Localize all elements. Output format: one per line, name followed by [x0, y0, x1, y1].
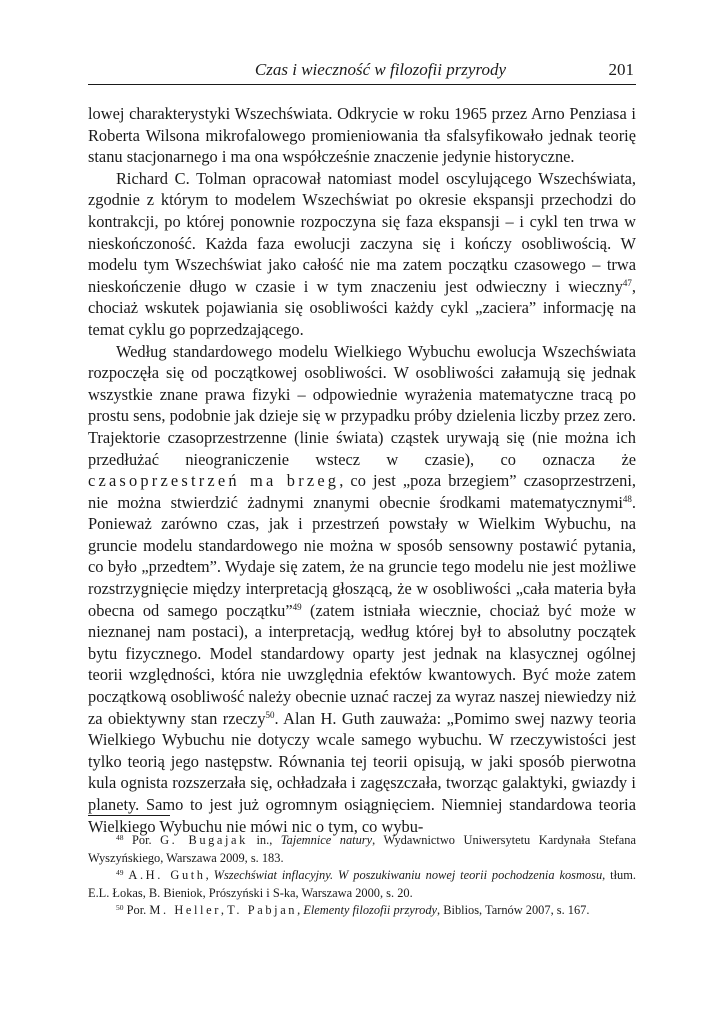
footnote-number: 49: [116, 868, 124, 878]
footnote-publication: , Biblios, Tarnów 2007, s. 167.: [437, 903, 590, 918]
paragraph-2: [88, 168, 636, 341]
main-text: [88, 103, 636, 837]
footnote-connector: in.,: [247, 833, 281, 847]
paragraph-2-text: Richard C. Tolman opracował natomiast model oscylującego Wszechświata, zgodnie z którym to modelem Wszechświat po okresie ekspansji przechodzi do kontrakcji, po której ponownie rozpoczyna się faza ekspansji – i cykl ten trwa w nieskończoność. Każda faza ewolucji zaczyna się i kończy osobliwością. W modelu tym Wszechświat jako całość nie ma zatem początku czasowego – trwa nieskończenie długo w czasie i w tym znaczeniu jest odwieczny i wieczny: [88, 168, 636, 296]
running-header: [88, 58, 636, 85]
footnote-48: [88, 832, 636, 867]
paragraph-1: [88, 103, 636, 168]
paragraph-3-part-a: Według standardowego modelu Wielkiego Wybuchu ewolucja Wszechświata rozpoczęła się od początkowej osobliwości. W osobliwości załamują się jednak wszystkie znane prawa fizyki – odpowiednie wyrażenia matematyczne tracą po prostu sens, podobnie jak dzieje się w przypadku próby dzielenia liczby przez zero. Trajektorie czasoprzestrzenne (linie świata) cząstek urywają się (nie można ich przedłużać nieograniczenie wstecz w czasie), co oznacza że: [88, 341, 636, 469]
footnote-ref-47: 47: [622, 277, 632, 288]
running-title: Czas i wieczność w filozofii przyrody: [254, 60, 506, 79]
footnote-author-2: T. Pabjan: [227, 903, 298, 918]
footnote-50: [88, 902, 636, 920]
paragraph-3-part-c: . Ponieważ zarówno czas, jak i przestrzeń powstały w Wielkim Wybuchu, na gruncie modelu standardowego nie można w sposób sensowny postawić pytania, co było „przedtem”. Wydaje się zatem, że na gruncie tego modelu nie jest możliwe rozstrzygnięcie między interpretacją głoszącą, że w osobliwości „cała materia była obecna od samego początku”: [88, 492, 636, 620]
footnote-title: Wszechświat inflacyjny. W poszukiwaniu nowej teorii pochodzenia kosmosu: [213, 868, 603, 883]
footnote-author: G. Bugajak: [160, 833, 248, 847]
paragraph-3-part-d: (zatem istniała wiecznie, chociaż być może w nieznanej nam postaci), a interpretacją, według której był to absolutny początek bytu fizycznego. Model standardowy oparty jest jednak na klasycznej ogólnej teorii względności, która nie uwzględnia efektów kwantowych. Być może zatem początkową osobliwość należy obecnie uznać raczej za wyraz naszej niewiedzy niż za obiektywny stan rzeczy: [88, 600, 636, 728]
footnote-connector: ,: [205, 868, 214, 883]
paragraph-1-text: lowej charakterystyki Wszechświata. Odkrycie w roku 1965 przez Arno Penziasa i Roberta Wilsona mikrofalowego promieniowania tła sfalsyfikowało jednak teorię stanu stacjonarnego i ma ona współcześnie znaczenie jedynie historyczne.: [88, 104, 636, 167]
footnote-ref-50: 50: [265, 709, 275, 720]
spaced-phrase: czasoprzestrzeń ma brzeg: [88, 471, 340, 491]
footnotes: [88, 832, 636, 920]
footnote-ref-49: 49: [292, 601, 302, 612]
footnote-number: 50: [116, 903, 124, 913]
footnote-ref-48: 48: [622, 493, 632, 504]
paragraph-3-part-e: . Alan H. Guth zauważa: „Pomimo swej nazwy teoria Wielkiego Wybuchu nie dotyczy wcale samego wybuchu. W rzeczywistości jest tylko teorią jego następstw. Równania tej teorii opisują, w jaki sposób pierwotna kula ognista rozszerzała się, ochładzała i zagęszczała, tworząc galaktyki, gwiazdy i planety. Samo to jest już ogromnym osiągnięciem. Niemniej standardowa teoria Wielkiego Wybuchu nie mówi nic o tym, co wybu-: [88, 708, 636, 836]
footnote-prefix: Por.: [132, 833, 161, 847]
footnote-number: 48: [116, 833, 124, 842]
footnote-prefix: Por.: [126, 903, 150, 918]
footnote-title: Tajemnice natury: [280, 833, 373, 847]
footnote-publication: , tłum. E.L. Łokas, B. Bieniok, Prószyński i S-ka, Warszawa 2000, s. 20.: [88, 868, 636, 900]
footnote-49: [88, 867, 636, 902]
footnote-separator: [88, 815, 170, 816]
footnote-connector: ,: [220, 903, 228, 918]
paragraph-3: [88, 341, 636, 838]
footnote-author: A.H. Guth: [128, 868, 206, 883]
footnote-connector-2: ,: [297, 903, 304, 918]
footnote-author: M. Heller: [149, 903, 221, 918]
footnote-title: Elementy filozofii przyrody: [303, 903, 438, 918]
page-number: 201: [608, 60, 634, 79]
footnote-publication: , Wydawnictwo Uniwersytetu Kardynała Stefana Wyszyńskiego, Warszawa 2009, s. 183.: [88, 833, 636, 865]
paragraph-2-tail: , chociaż wskutek pojawiania się osobliwości każdy cykl „zaciera” informację na temat cyklu go poprzedzającego.: [88, 276, 636, 339]
paragraph-3-part-b: , co jest „poza brzegiem” czasoprzestrzeni, nie można stwierdzić żadnymi znanymi obecnie środkami matematycznymi: [88, 471, 636, 512]
